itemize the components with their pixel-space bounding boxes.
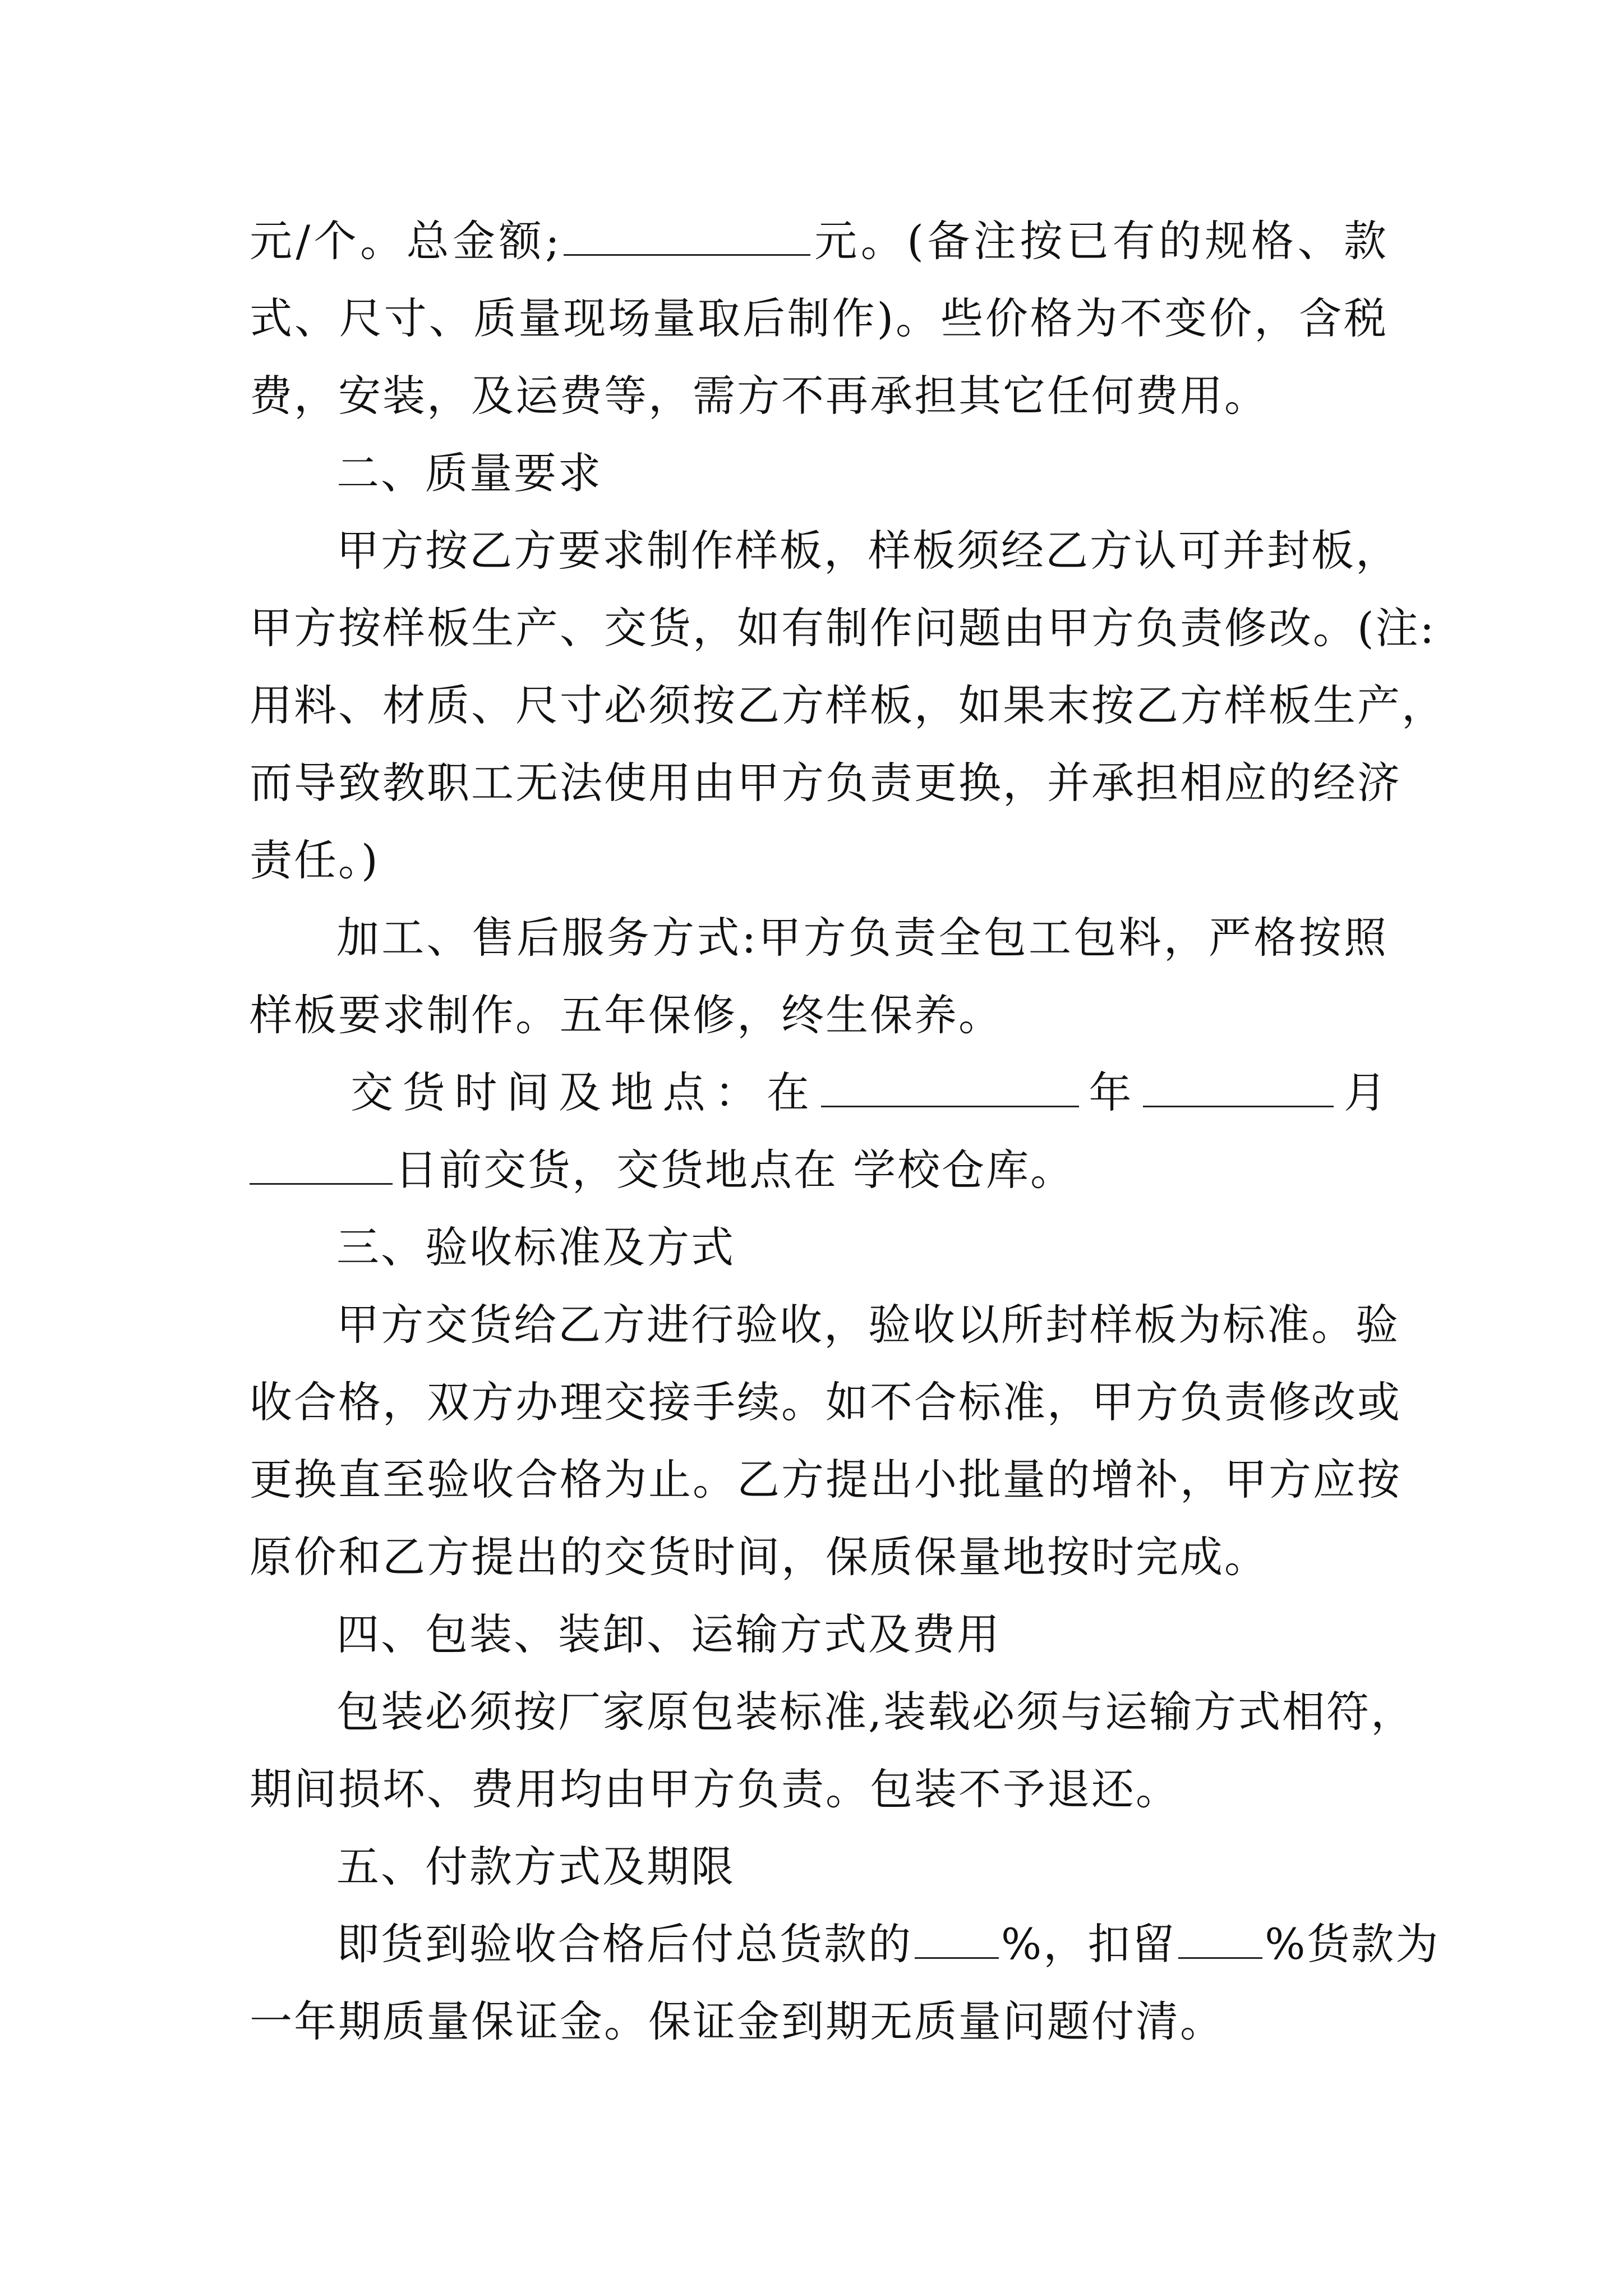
month-blank-field[interactable] bbox=[1143, 1072, 1334, 1107]
section-heading: 四、包装、装卸、运输方式及费用 bbox=[336, 1609, 1001, 1659]
text-line: 用料、材质、尺寸必须按乙方样板，如果末按乙方样板生产， bbox=[250, 680, 1446, 730]
text-line: 更换直至验收合格为止。乙方提出小批量的增补，甲方应按 bbox=[250, 1455, 1401, 1504]
text-fragment: 元。(备注按已有的规格、款 bbox=[812, 216, 1388, 266]
percent-blank-field[interactable] bbox=[915, 1924, 999, 1959]
text-fragment: %货款为 bbox=[1265, 1919, 1440, 1969]
text-line: 甲方按乙方要求制作样板，样板须经乙方认可并封板， bbox=[336, 526, 1400, 576]
text-fragment: 元/个。总金额; bbox=[250, 216, 561, 266]
text-line: 期间损坏、费用均由甲方负责。包装不予退还。 bbox=[250, 1764, 1180, 1814]
text-line: 式、尺寸、质量现场量取后制作)。些价格为不变价，含税 bbox=[250, 293, 1388, 343]
text-fragment: 日前交货，交货地点在 学校仓库。 bbox=[395, 1145, 1075, 1195]
text-line: 而导致教职工无法使用由甲方负责更换，并承担相应的经济 bbox=[250, 758, 1401, 808]
retention-percent-blank-field[interactable] bbox=[1178, 1924, 1262, 1959]
text-line: 样板要求制作。五年保修，终生保养。 bbox=[250, 990, 1003, 1040]
text-fragment: 年 bbox=[1081, 1068, 1141, 1117]
text-fragment: %，扣留 bbox=[1001, 1919, 1177, 1969]
section-heading: 三、验收标准及方式 bbox=[336, 1222, 735, 1272]
text-line: 甲方交货给乙方进行验收，验收以所封样板为标准。验 bbox=[336, 1300, 1400, 1350]
text-line bbox=[250, 216, 1388, 266]
section-heading: 五、付款方式及期限 bbox=[336, 1842, 735, 1892]
text-line: 费，安装，及运费等，需方不再承担其它任何费用。 bbox=[250, 371, 1269, 421]
text-line: 加工、售后服务方式:甲方负责全包工包料，严格按照 bbox=[336, 913, 1388, 963]
text-line bbox=[250, 1145, 1388, 1195]
text-line bbox=[336, 1919, 1440, 1969]
text-line: 收合格，双方办理交接手续。如不合标准，甲方负责修改或 bbox=[250, 1377, 1401, 1427]
section-heading: 二、质量要求 bbox=[336, 448, 602, 498]
text-line: 包装必须按厂家原包装标准,装载必须与运输方式相符， bbox=[336, 1687, 1415, 1737]
text-fragment: 月 bbox=[1336, 1068, 1388, 1117]
blank-field[interactable] bbox=[564, 220, 810, 256]
day-blank-field[interactable] bbox=[250, 1149, 393, 1185]
text-line: 甲方按样板生产、交货，如有制作问题由甲方负责修改。(注: bbox=[250, 603, 1436, 653]
text-line: 原价和乙方提出的交货时间，保质保量地按时完成。 bbox=[250, 1532, 1269, 1582]
text-line: 一年期质量保证金。保证金到期无质量问题付清。 bbox=[250, 1996, 1224, 2046]
year-blank-field[interactable] bbox=[821, 1072, 1079, 1107]
text-line: 责任。) bbox=[250, 835, 380, 885]
text-fragment: 即货到验收合格后付总货款的 bbox=[336, 1919, 912, 1969]
text-line bbox=[351, 1068, 1388, 1117]
text-fragment: 交货时间及地点：在 bbox=[351, 1068, 819, 1117]
